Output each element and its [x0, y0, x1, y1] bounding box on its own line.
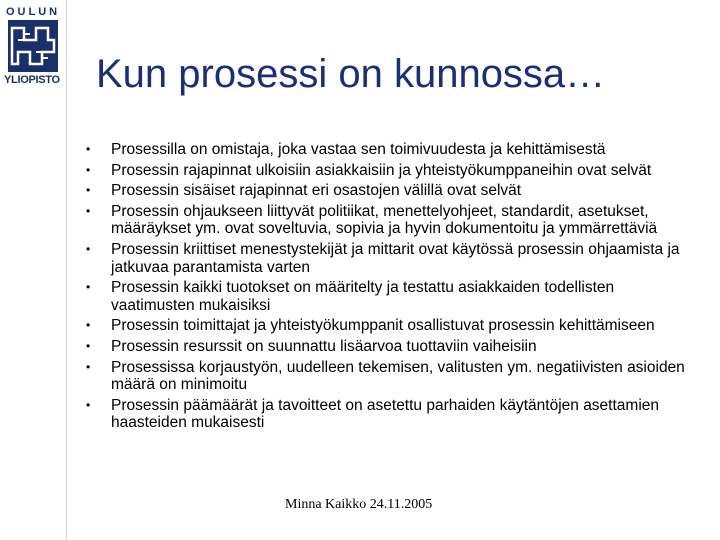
- bullet-item: [86, 241, 686, 276]
- bullet-text: Prosessin kaikki tuotokset on määritelty ja testattu asiakkaiden todellisten vaatimusten mukaisiksi: [111, 279, 615, 314]
- bullet-icon: •: [86, 203, 91, 218]
- bullet-text: Prosessin ohjaukseen liittyvät politiikat, menettelyohjeet, standardit, asetukset, määräykset ym. ovat soveltuvia, sopivia ja hyvin dokumentoitu ja ymmärrettäviä: [111, 202, 658, 238]
- bullet-icon: •: [86, 397, 91, 412]
- bullet-item: [86, 141, 686, 159]
- bullet-text: Prosessin päämäärät ja tavoitteet on asetettu parhaiden käytäntöjen asettamien haasteiden mukaisesti: [111, 396, 660, 432]
- footer-author-date: Minna Kaikko 24.11.2005: [285, 497, 433, 512]
- university-logo: [4, 6, 64, 90]
- bullet-icon: •: [86, 338, 91, 353]
- logo-emblem-icon: [8, 20, 58, 72]
- bullet-text: Prosessin kriittiset menestystekijät ja mittarit ovat käytössä prosessin ohjaamista ja jatkuvaa parantamista varten: [111, 240, 680, 276]
- bullet-icon: •: [86, 241, 91, 256]
- bullet-item: [86, 203, 686, 238]
- bullet-item: [86, 338, 686, 356]
- bullet-text: Prosessilla on omistaja, joka vastaa sen toimivuudesta ja kehittämisestä: [111, 141, 606, 158]
- bullet-icon: •: [86, 359, 91, 374]
- divider-line: [66, 0, 67, 540]
- bullet-icon: •: [86, 280, 91, 295]
- bullet-item: [86, 279, 686, 314]
- bullet-text: Prosessin toimittajat ja yhteistyökumppanit osallistuvat prosessin kehittämiseen: [111, 317, 655, 335]
- bullet-icon: •: [86, 142, 91, 156]
- bullet-item: [86, 397, 686, 432]
- bullet-item: [86, 317, 686, 335]
- bullet-text: Prosessin rajapinnat ulkoisiin asiakkaisiin ja yhteistyökumppaneihin ovat selvät: [111, 161, 652, 179]
- bullet-icon: •: [86, 183, 91, 198]
- logo-bottom-text: YLIOPISTO: [4, 74, 60, 86]
- bullet-item: [86, 182, 686, 200]
- bullet-text: Prosessissa korjaustyön, uudelleen tekemisen, valitusten ym. negatiivisten asioiden määrä on minimoitu: [111, 358, 685, 394]
- logo-top-text: OULUN: [6, 6, 61, 18]
- bullet-icon: •: [86, 318, 91, 333]
- bullet-text: Prosessin sisäiset rajapinnat eri osastojen välillä ovat selvät: [111, 182, 522, 200]
- slide-title: Kun prosessi on kunnossa…: [96, 52, 606, 96]
- bullet-item: [86, 359, 686, 394]
- bullet-item: [86, 162, 686, 180]
- bullet-icon: •: [86, 162, 91, 177]
- bullet-text: Prosessin resurssit on suunnattu lisäarvoa tuottaviin vaiheisiin: [111, 337, 537, 355]
- bullet-list: [86, 141, 686, 435]
